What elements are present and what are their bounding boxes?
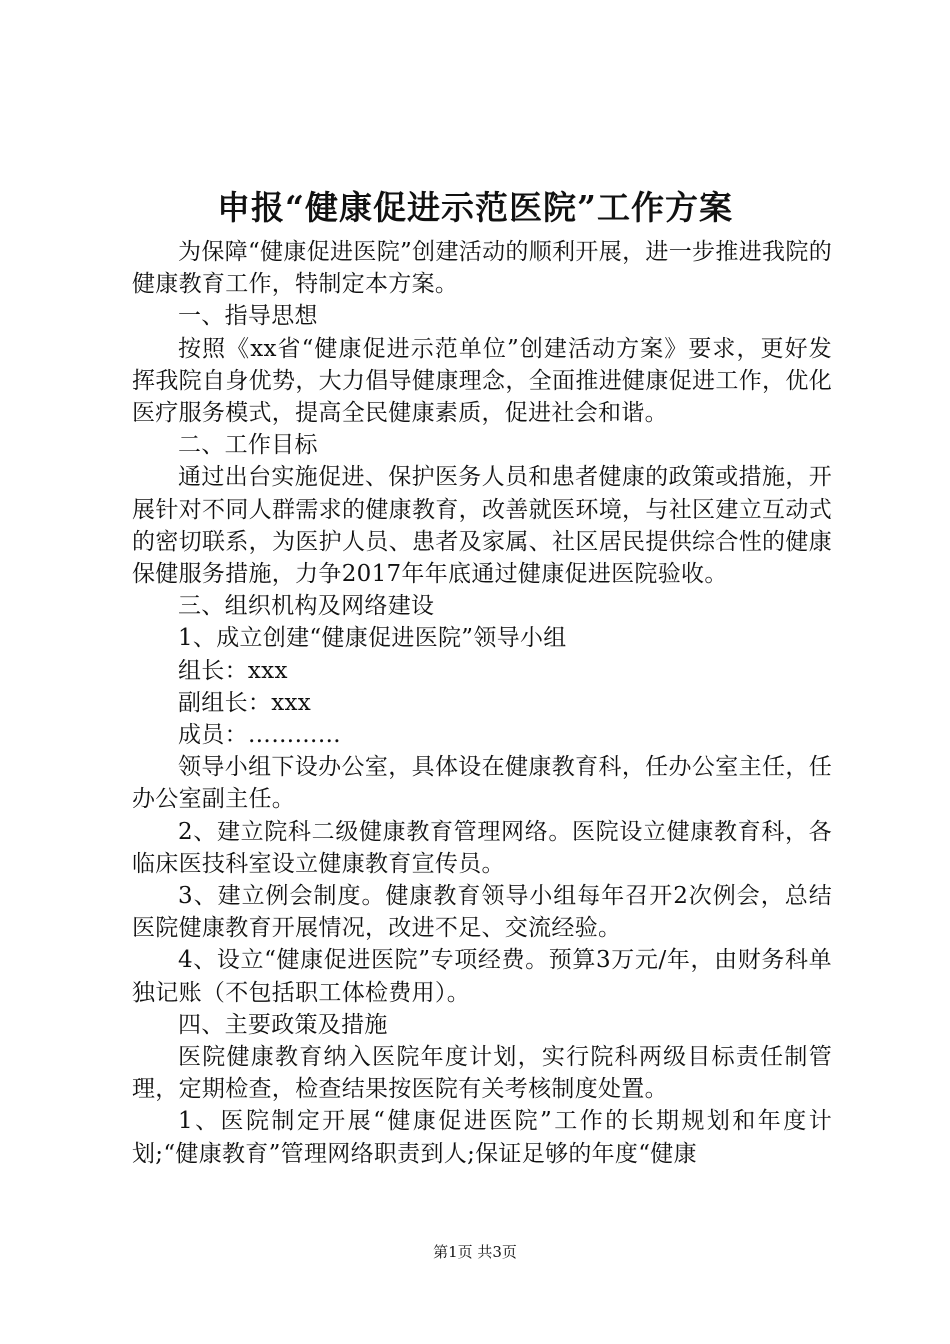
- organization-item-1: 1、成立创建“健康促进医院”领导小组: [178, 625, 567, 652]
- deputy-leader-line: 副组长：xxx: [178, 689, 312, 716]
- organization-item-3: 3、建立例会制度。健康教育领导小组每年召开2次例会，总结医院健康教育开展情况，改进不足、交流经验。: [132, 883, 832, 942]
- document-title: 申报“健康促进示范医院”工作方案: [217, 188, 733, 227]
- guiding-ideology-paragraph: 按照《xx省“健康促进示范单位”创建活动方案》要求，更好发挥我院自身优势，大力倡导健康理念，全面推进健康促进工作，优化医疗服务模式，提高全民健康素质，促进社会和谐。: [132, 335, 832, 427]
- organization-item-4: 4、设立“健康促进医院”专项经费。预算3万元/年，由财务科单独记账（不包括职工体检费用）。: [132, 947, 832, 1006]
- office-paragraph: 领导小组下设办公室，具体设在健康教育科，任办公室主任，任办公室副主任。: [132, 754, 832, 813]
- work-goals-paragraph: 通过出台实施促进、保护医务人员和患者健康的政策或措施，开展针对不同人群需求的健康教育，改善就医环境，与社区建立互动式的密切联系，为医护人员、患者及家属、社区居民提供综合性的健康保健服务措施，力争2017年年底通过健康促进医院验收。: [132, 464, 832, 588]
- members-line: 成员：…………: [178, 722, 342, 749]
- section-heading-policies: 四、主要政策及措施: [178, 1011, 388, 1038]
- section-heading-organization: 三、组织机构及网络建设: [178, 593, 435, 620]
- group-leader-line: 组长：xxx: [178, 657, 288, 684]
- page-number-footer: 第1页 共3页: [433, 1243, 517, 1261]
- policies-item-1: 1、医院制定开展“健康促进医院”工作的长期规划和年度计划;“健康教育”管理网络职责到人;保证足够的年度“健康: [132, 1108, 832, 1167]
- document-body: [132, 236, 832, 1170]
- policies-paragraph: 医院健康教育纳入医院年度计划，实行院科两级目标责任制管理，定期检查，检查结果按医院有关考核制度处置。: [132, 1044, 832, 1103]
- intro-paragraph: 为保障“健康促进医院”创建活动的顺利开展，进一步推进我院的健康教育工作，特制定本方案。: [132, 239, 832, 298]
- section-heading-work-goals: 二、工作目标: [178, 432, 318, 459]
- organization-item-2: 2、建立院科二级健康教育管理网络。医院设立健康教育科，各临床医技科室设立健康教育宣传员。: [132, 818, 832, 877]
- section-heading-guiding-ideology: 一、指导思想: [178, 303, 318, 330]
